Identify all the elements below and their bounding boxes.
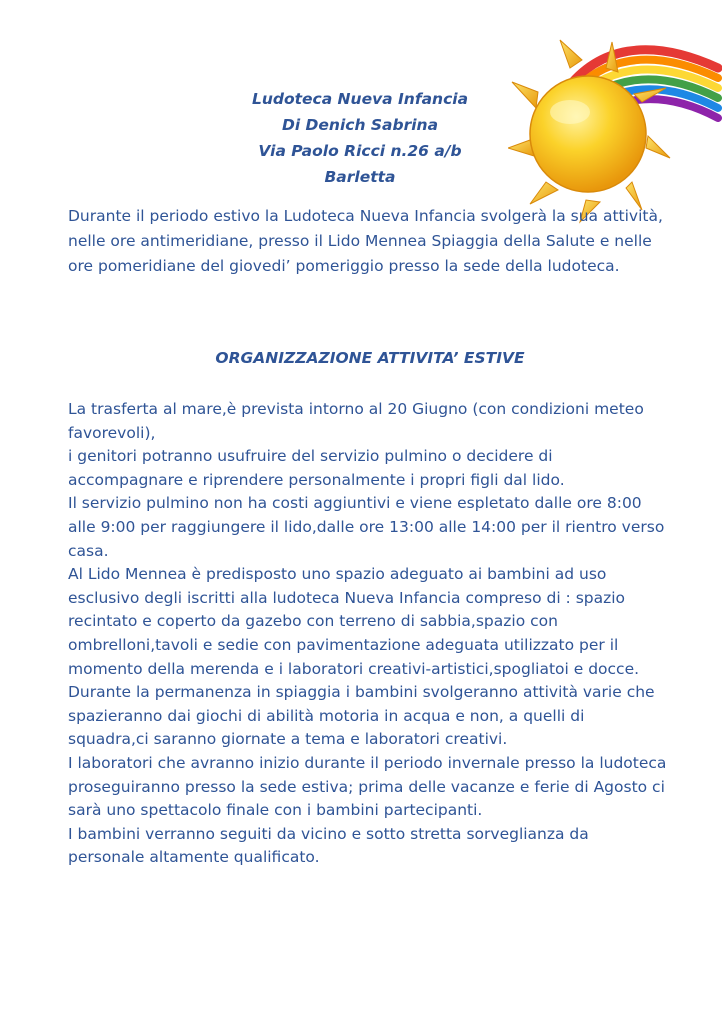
org-name: Ludoteca Nueva Infancia xyxy=(251,90,469,108)
city: Barletta xyxy=(324,168,396,186)
intro-paragraph: Durante il periodo estivo la Ludoteca Nueva Infancia svolgerà la sua attività, nelle ore antimeridiane, presso il Lido Mennea Spiaggia della Salute e nelle ore pomeridiane del giovedi’ pomeriggio presso la sede della ludoteca. xyxy=(68,207,663,275)
paragraph-workshops: I laboratori che avranno inizio durante il periodo invernale presso la ludoteca proseguiranno presso la sede estiva; prima delle vacanze e ferie di Agosto ci sarà uno spettacolo finale con i bambini partecipanti. xyxy=(68,753,667,820)
body-text xyxy=(68,398,668,870)
paragraph-space: Al Lido Mennea è predisposto uno spazio adeguato ai bambini ad uso esclusivo degli iscritti alla ludoteca Nueva Infancia compreso di : spazio recintato e coperto da gazebo con terreno di sabbia,spazio con ombrelloni,tavoli e sedie con pavimentazione adeguata utilizzato per il momento della merenda e i laboratori creativi-artistici,spogliatoi e docce. xyxy=(68,565,640,678)
paragraph-activities: Durante la permanenza in spiaggia i bambini svolgeranno attività varie che spazieranno dai giochi di abilità motoria in acqua e non, a quelli di squadra,ci saranno giornate a tema e laboratori creativi. xyxy=(68,683,655,749)
address: Via Paolo Ricci n.26 a/b xyxy=(258,142,462,160)
owner-name: Di Denich Sabrina xyxy=(281,116,439,134)
paragraph-trip: La trasferta al mare,è prevista intorno al 20 Giugno (con condizioni meteo favorevoli), xyxy=(68,400,644,442)
sun-rainbow-icon xyxy=(508,28,722,224)
paragraph-bus: Il servizio pulmino non ha costi aggiuntivi e viene espletato dalle ore 8:00 alle 9:00 per raggiungere il lido,dalle ore 13:00 alle 14:00 per il rientro verso casa. xyxy=(68,494,665,560)
section-title: ORGANIZZAZIONE ATTIVITA’ ESTIVE xyxy=(215,349,525,367)
paragraph-supervision: I bambini verranno seguiti da vicino e sotto stretta sorveglianza da personale altamente qualificato. xyxy=(68,824,589,867)
letterhead xyxy=(170,86,550,190)
paragraph-parents: i genitori potranno usufruire del servizio pulmino o decidere di accompagnare e riprendere personalmente i propri figli dal lido. xyxy=(68,447,565,489)
